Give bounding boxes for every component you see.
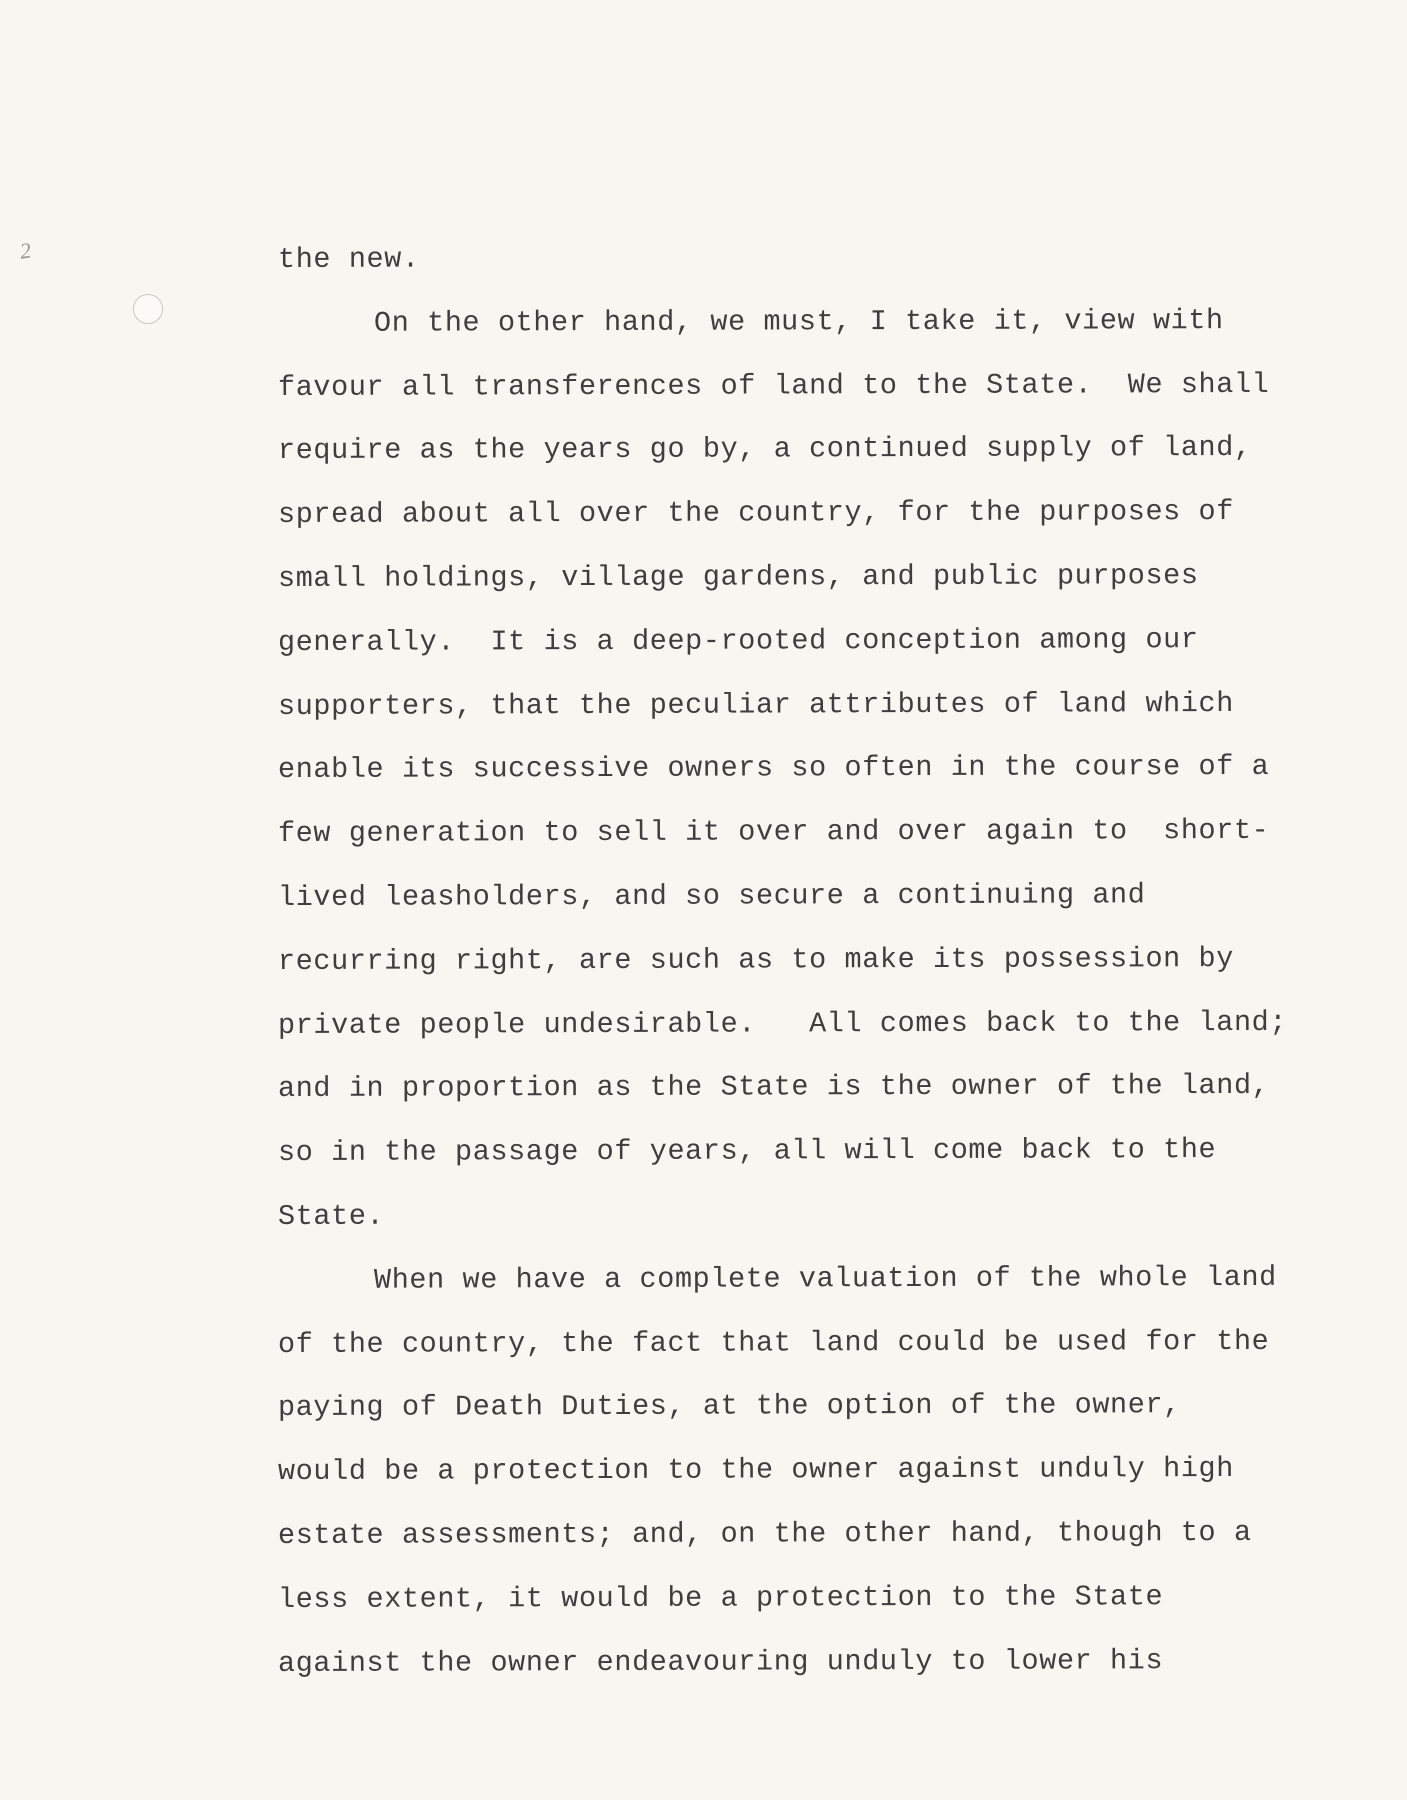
text-line: paying of Death Duties, at the option of the owner, xyxy=(277,1388,1181,1425)
text-line: enable its successive owners so often in the course of a xyxy=(277,750,1270,787)
text-line: When we have a complete valuation of the whole land xyxy=(373,1260,1277,1297)
text-line: favour all transferences of land to the State. We shall xyxy=(277,367,1270,404)
text-line: and in proportion as the State is the owner of the land, xyxy=(277,1069,1270,1106)
text-line: State. xyxy=(277,1199,385,1233)
text-line: generally. It is a deep-rooted conception among our xyxy=(277,622,1199,659)
text-line: spread about all over the country, for the purposes of xyxy=(277,495,1234,532)
text-line: against the owner endeavouring unduly to lower his xyxy=(277,1643,1164,1680)
text-line: On the other hand, we must, I take it, view with xyxy=(373,303,1224,340)
page-number-mark: 2 xyxy=(18,237,33,264)
text-line: small holdings, village gardens, and public purposes xyxy=(277,559,1199,595)
text-line: lived leasholders, and so secure a continuing and xyxy=(277,878,1146,914)
text-line: few generation to sell it over and over again to short- xyxy=(277,814,1270,851)
text-line: of the country, the fact that land could be used for the xyxy=(277,1324,1270,1361)
text-line: less extent, it would be a protection to the State xyxy=(277,1579,1164,1616)
text-line: the new. xyxy=(277,242,420,276)
text-line: recurring right, are such as to make its possession by xyxy=(277,941,1234,978)
text-line: estate assessments; and, on the other hand, though to a xyxy=(277,1515,1252,1552)
typed-text-body xyxy=(278,228,1358,1695)
text-line: so in the passage of years, all will come back to the xyxy=(277,1133,1217,1170)
text-line: would be a protection to the owner against unduly high xyxy=(277,1452,1234,1489)
text-line: private people undesirable. All comes back to the land; xyxy=(277,1005,1288,1042)
punch-hole xyxy=(133,294,163,324)
text-line: supporters, that the peculiar attributes of land which xyxy=(277,686,1234,723)
text-line: require as the years go by, a continued supply of land, xyxy=(277,431,1252,468)
